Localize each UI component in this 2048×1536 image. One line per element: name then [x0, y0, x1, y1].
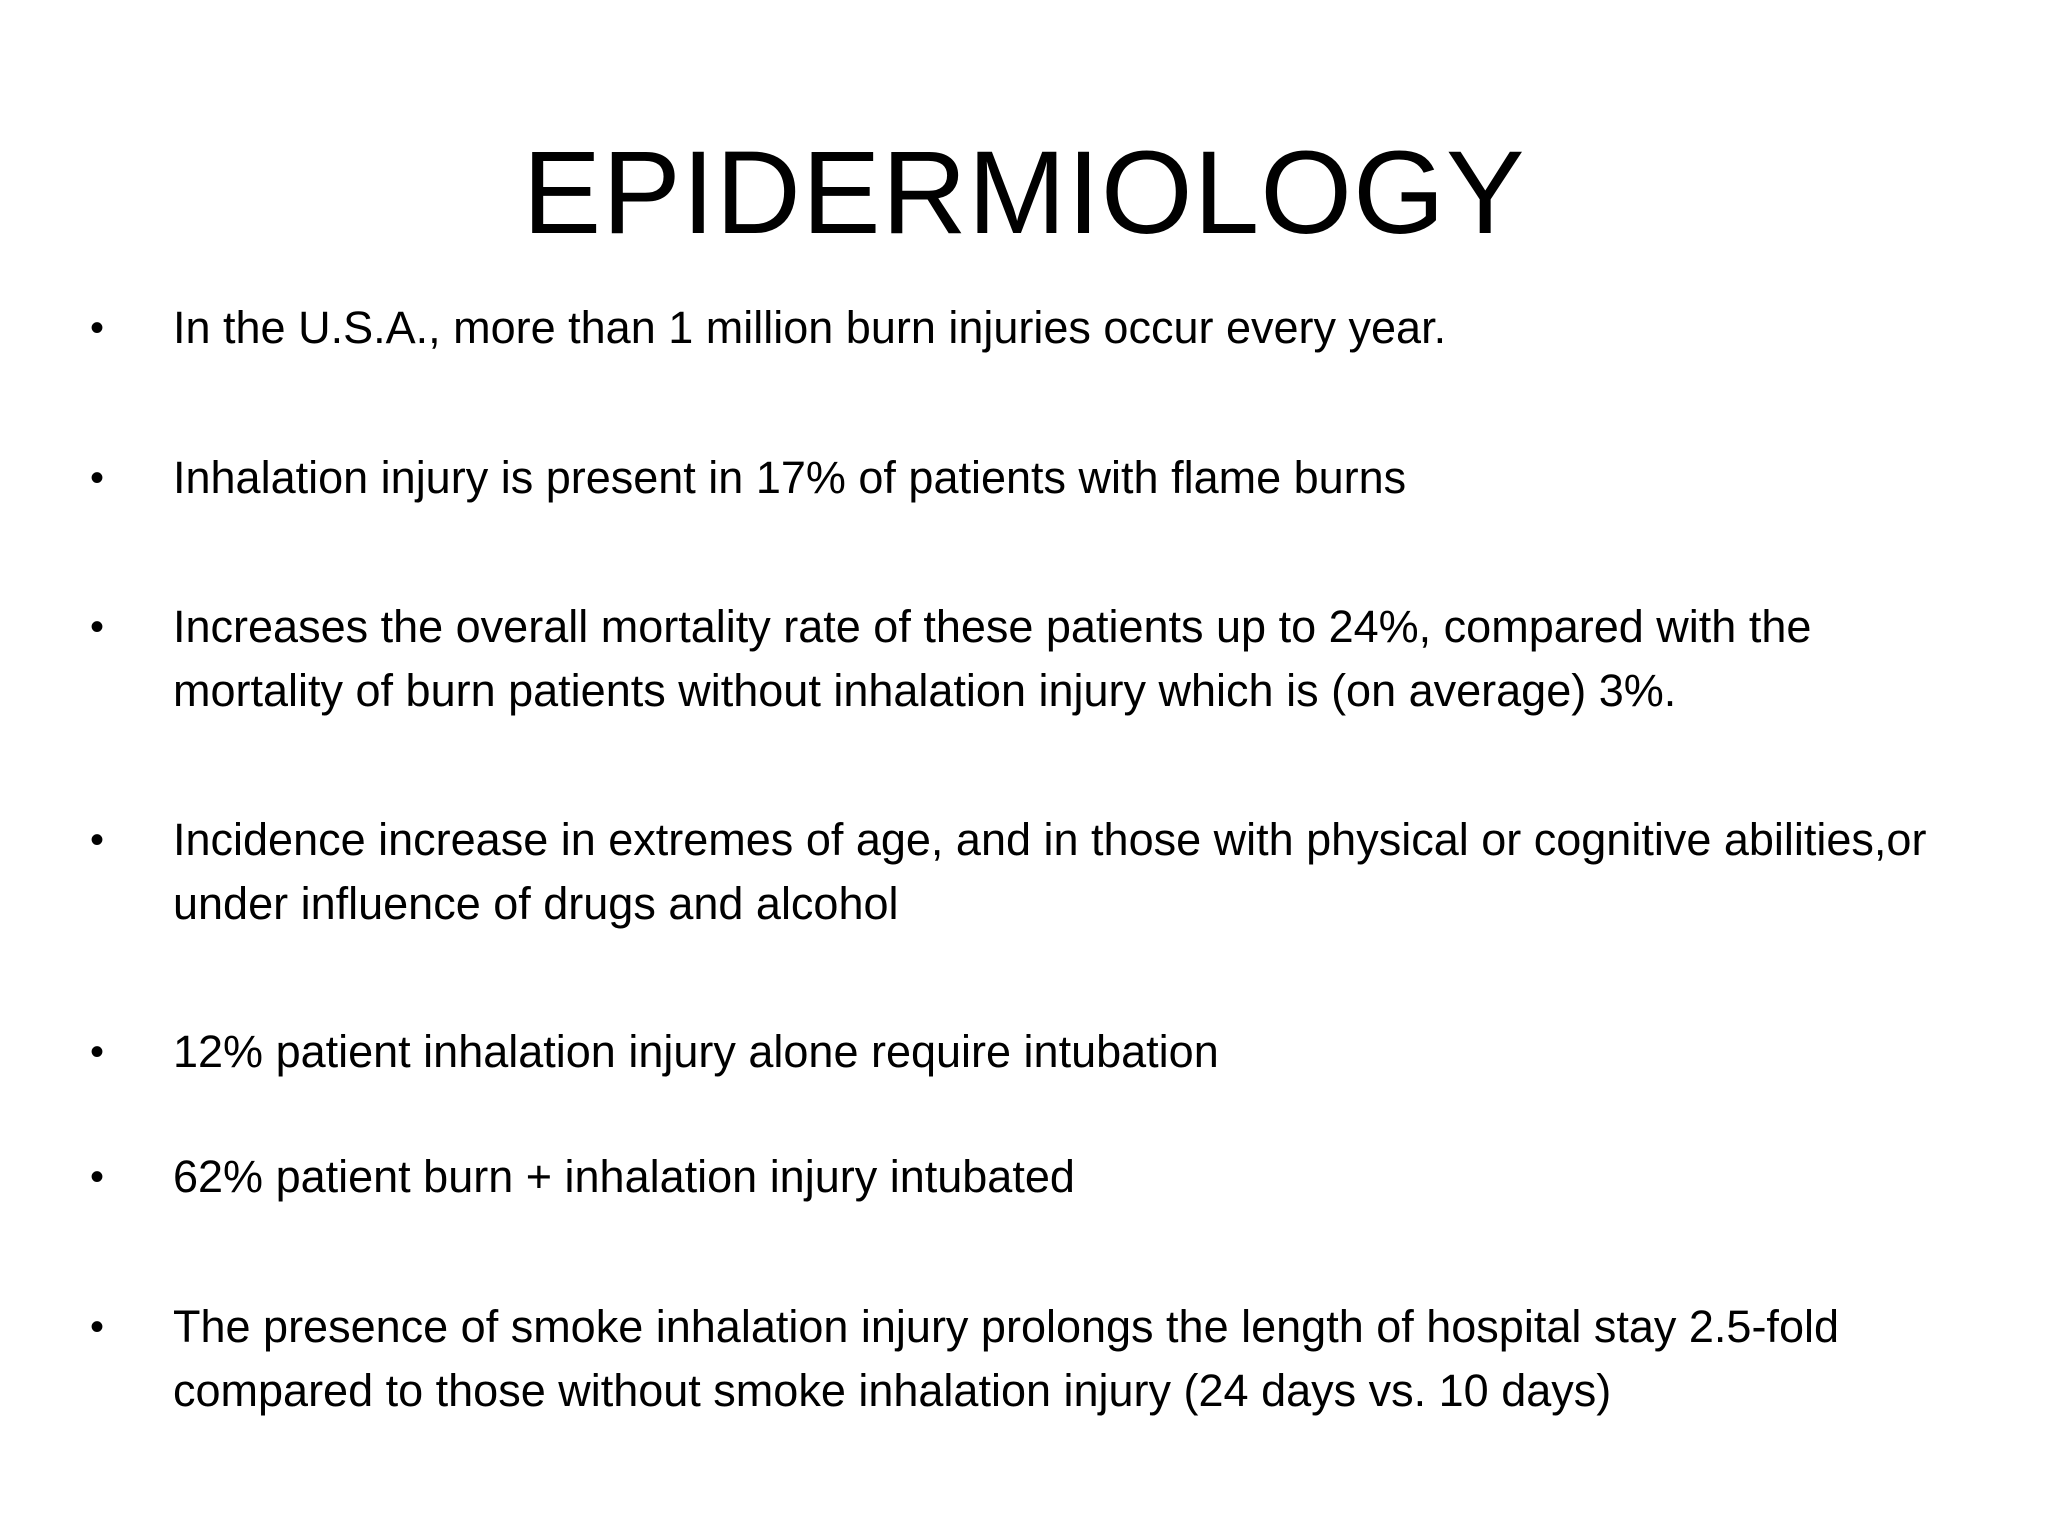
bullet-text: 12% patient inhalation injury alone require intubation [173, 1026, 1219, 1077]
bullet-dot-icon: • [90, 1030, 105, 1074]
bullet-dot-icon: • [90, 1305, 105, 1349]
bullet-text: 62% patient burn + inhalation injury intubated [173, 1151, 1075, 1202]
bullet-dot-icon: • [90, 818, 105, 862]
bullet-dot-icon: • [90, 605, 105, 649]
bullet-text: In the U.S.A., more than 1 million burn injuries occur every year. [173, 302, 1447, 353]
bullet-dot-icon: • [90, 1155, 105, 1199]
bullet-text: Incidence increase in extremes of age, and in those with physical or cognitive abilities,or under influence of drugs and alcohol [173, 814, 1927, 929]
bullet-dot-icon: • [90, 306, 105, 350]
bullet-dot-icon: • [90, 456, 105, 500]
bullet-text: The presence of smoke inhalation injury prolongs the length of hospital stay 2.5-fold compared to those without smoke inhalation injury (24 days vs. 10 days) [173, 1301, 1839, 1416]
bullet-text: Increases the overall mortality rate of these patients up to 24%, compared with the mortality of burn patients without inhalation injury which is (on average) 3%. [173, 601, 1812, 716]
bullet-text: Inhalation injury is present in 17% of patients with flame burns [173, 452, 1407, 503]
slide-title: EPIDERMIOLOGY [522, 127, 1526, 259]
